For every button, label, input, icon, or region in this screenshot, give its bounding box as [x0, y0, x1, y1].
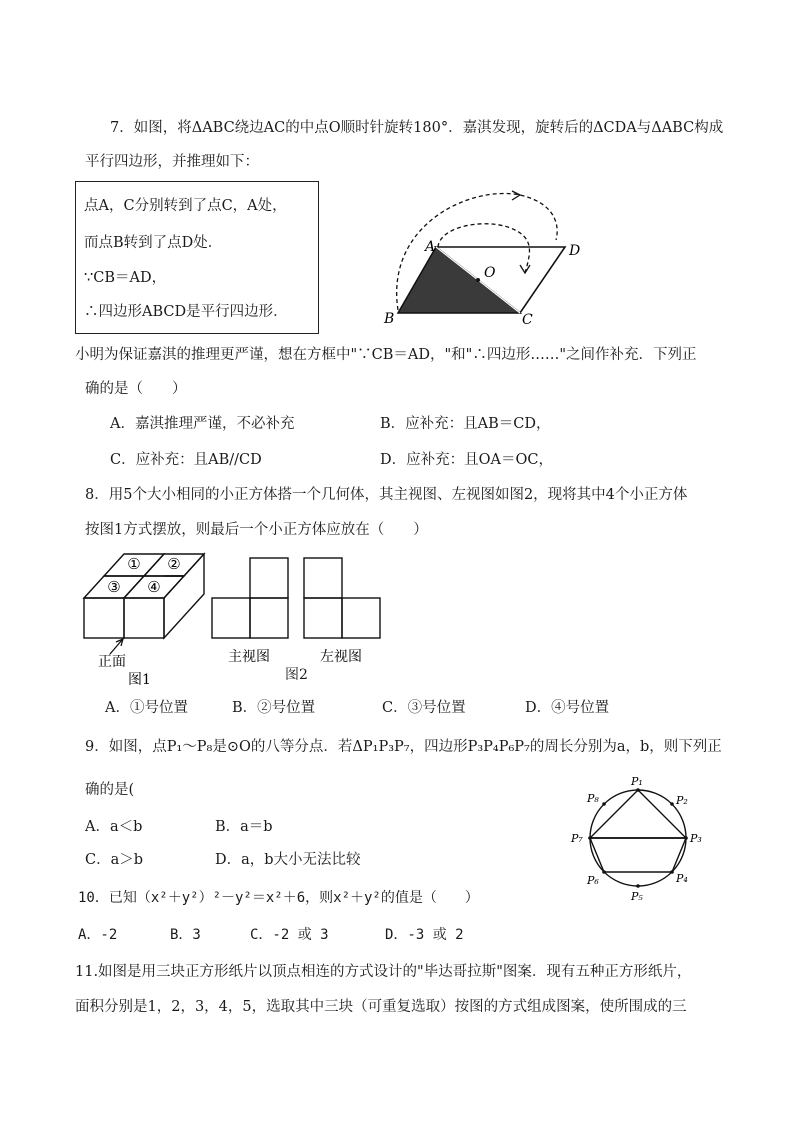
- q7-label-a: A: [425, 239, 436, 255]
- q10-option-b: B．3: [170, 927, 201, 943]
- q7-box-line4: ∴四边形ABCD是平行四边形．: [84, 304, 288, 320]
- q8-left-view-label: 左视图: [320, 649, 362, 665]
- q8-option-c: C．③号位置: [382, 700, 466, 716]
- q7-label-c: C: [522, 312, 533, 328]
- q11-line2: 面积分别是1，2，3，4，5，选取其中三块（可重复选取）按图的方式组成图案，使所围成的三: [75, 999, 687, 1015]
- q7-label-d: D: [569, 243, 581, 259]
- q7-stem-line1: 7．如图，将ΔABC绕边AC的中点O顺时针旋转180°．嘉淇发现，旋转后的ΔCDA与ΔABC构成: [110, 120, 724, 136]
- q7-option-a: A．嘉淇推理严谨，不必补充: [110, 416, 295, 432]
- q9-label-p5: P₅: [631, 890, 643, 903]
- q8-stem-line2: 按图1方式摆放，则最后一个小正方体应放在（ ）: [85, 522, 428, 538]
- q7-parallelogram-figure: [380, 185, 590, 330]
- q8-figure1-cubes: [80, 548, 215, 688]
- q9-label-p1: P₁: [631, 775, 643, 788]
- q9-option-b: B．a＝b: [215, 819, 273, 835]
- q10-option-a: A．-2: [78, 927, 118, 943]
- q9-option-d: D．a，b大小无法比较: [215, 852, 361, 868]
- q7-option-b: B．应补充：且AB＝CD，: [380, 416, 551, 432]
- q7-box-line1: 点A，C分别转到了点C，A处，: [84, 198, 287, 214]
- q10-option-c: C．-2 或 3: [250, 927, 329, 943]
- q9-label-p4: P₄: [676, 872, 688, 885]
- q8-option-d: D．④号位置: [525, 700, 610, 716]
- q7-reasoning-box: [75, 181, 319, 334]
- q9-label-p8: P₈: [587, 792, 599, 805]
- q8-circle-1: ①: [127, 555, 141, 573]
- q9-label-p3: P₃: [690, 832, 702, 845]
- q8-circle-3: ③: [107, 578, 121, 596]
- q9-option-c: C．a＞b: [85, 852, 144, 868]
- q7-label-o: O: [484, 265, 496, 281]
- q7-stem-line2: 平行四边形，并推理如下：: [85, 154, 259, 170]
- q8-circle-2: ②: [167, 555, 181, 573]
- q8-front-label: 正面: [98, 654, 126, 670]
- q11-line1: 11.如图是用三块正方形纸片以顶点相连的方式设计的"毕达哥拉斯"图案．现有五种正方形纸片，: [75, 964, 692, 980]
- q8-circle-4: ④: [147, 578, 161, 596]
- q7-option-d: D．应补充：且OA＝OC，: [380, 452, 553, 468]
- q8-option-a: A．①号位置: [105, 700, 188, 716]
- q8-fig1-caption: 图1: [128, 672, 151, 688]
- q9-option-a: A．a＜b: [85, 819, 143, 835]
- q9-stem-line2: 确的是(: [85, 782, 135, 798]
- q8-main-view-label: 主视图: [228, 649, 270, 665]
- q7-followup-line1: 小明为保证嘉淇的推理更严谨，想在方框中"∵CB＝AD，"和"∴四边形……"之间作补充．下列正: [75, 347, 697, 363]
- q7-option-c: C．应补充：且AB//CD: [110, 452, 262, 468]
- q9-label-p6: P₆: [587, 874, 599, 887]
- q8-main-view: [210, 555, 292, 665]
- q10-option-d: D．-3 或 2: [385, 927, 464, 943]
- q7-label-b: B: [384, 311, 395, 327]
- q7-box-line3: ∵CB＝AD，: [84, 270, 167, 286]
- q8-fig2-caption: 图2: [285, 667, 308, 683]
- q8-stem-line1: 8．用5个大小相同的小正方体搭一个几何体，其主视图、左视图如图2，现将其中4个小正方体: [85, 487, 688, 503]
- q8-option-b: B．②号位置: [232, 700, 316, 716]
- q8-left-view: [302, 555, 384, 665]
- q9-label-p7: P₇: [571, 832, 583, 845]
- q9-stem-line1: 9．如图，点P₁～P₈是⊙O的八等分点．若ΔP₁P₃P₇，四边形P₃P₄P₆P₇的周长分别为a，b，则下列正: [85, 739, 722, 755]
- q7-triangle-abc: [398, 247, 520, 313]
- q9-label-p2: P₂: [676, 794, 688, 807]
- q7-box-line2: 而点B转到了点D处．: [84, 235, 223, 251]
- q10-stem: 10．已知（x²＋y²）²－y²＝x²＋6，则x²＋y²的值是（ ）: [78, 890, 479, 906]
- q9-circle-figure: [565, 770, 715, 905]
- q7-followup-line2: 确的是（ ）: [85, 381, 187, 397]
